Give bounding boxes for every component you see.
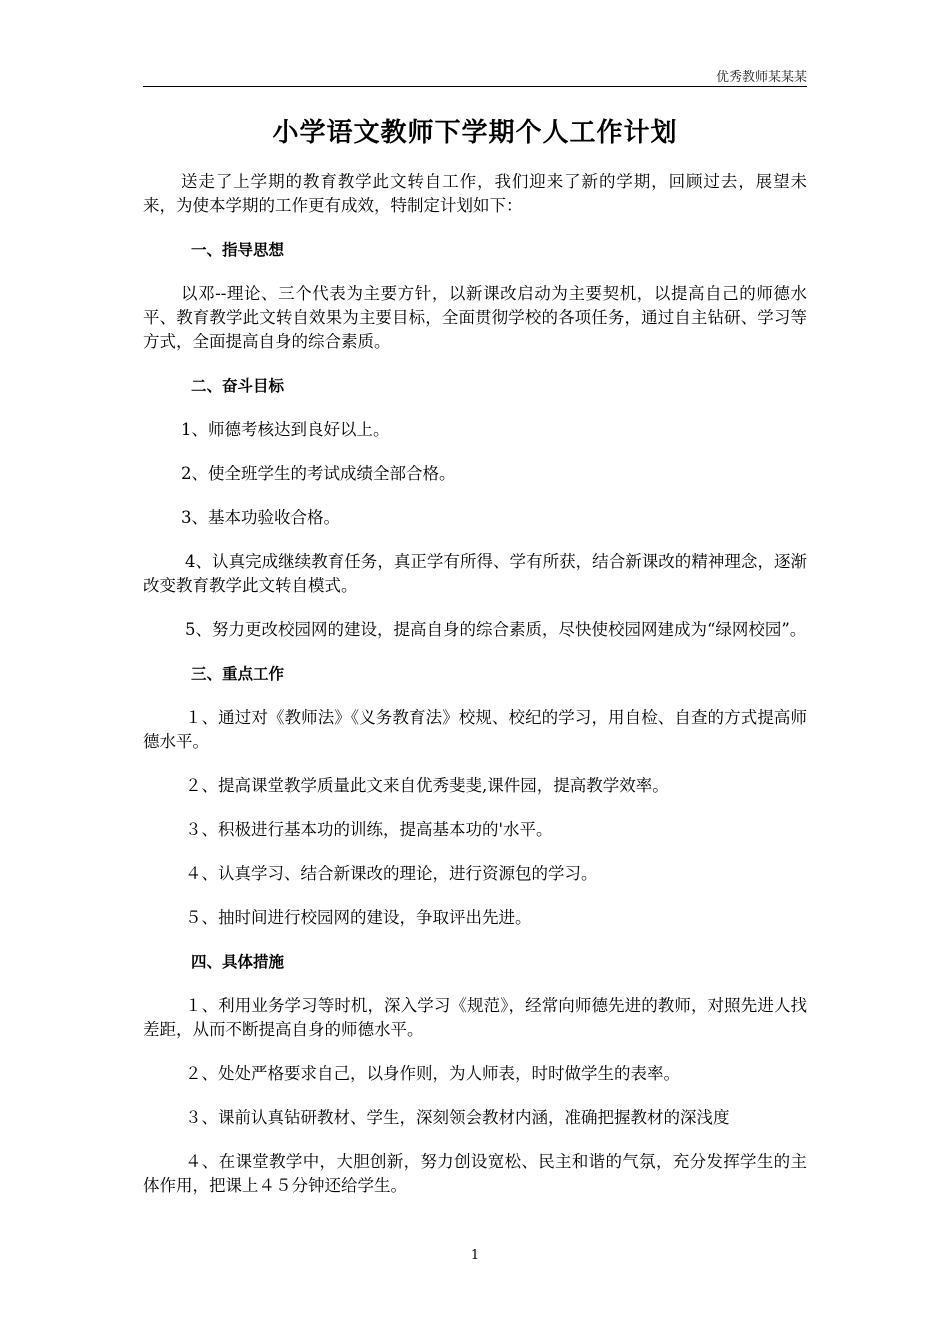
document-body [143,170,807,1198]
section-heading-key-work: 三、重点工作 [191,665,285,683]
goal-item: 1、师德考核达到良好以上。 [181,420,390,439]
key-work-item: ３、积极进行基本功的训练，提高基本功的'水平。 [185,820,553,839]
section-heading-measures: 四、具体措施 [191,953,285,971]
measure-item: ３、课前认真钻研教材、学生，深刻领会教材内涵，准确把握教材的深浅度 [185,1108,730,1127]
measure-item: ４、在课堂教学中，大胆创新，努力创设宽松、民主和谐的气氛，充分发挥学生的主体作用，把课上４５分钟还给学生。 [143,1152,807,1195]
goal-item: 3、基本功验收合格。 [181,508,340,527]
key-work-item: １、通过对《教师法》《义务教育法》校规、校纪的学习，用自检、自查的方式提高师德水平。 [143,708,807,751]
intro-paragraph: 送走了上学期的教育教学此文转自工作，我们迎来了新的学期，回顾过去，展望未来，为使本学期的工作更有成效，特制定计划如下： [143,172,807,215]
header-divider [143,86,807,87]
section-paragraph: 以邓--理论、三个代表为主要方针，以新课改启动为主要契机，以提高自己的师德水平、教育教学此文转自效果为主要目标，全面贯彻学校的各项任务，通过自主钻研、学习等方式，全面提高自身的综合素质。 [143,284,807,351]
goal-item: 5、努力更改校园网的建设，提高自身的综合素质，尽快使校园网建成为“绿网校园”。 [185,620,807,639]
section-heading-guiding-ideology: 一、指导思想 [191,241,285,259]
page-header-author: 优秀教师某某某 [715,70,807,85]
goal-item: 4、认真完成继续教育任务，真正学有所得、学有所获，结合新课改的精神理念，逐渐改变教育教学此文转自模式。 [143,552,807,595]
document-title: 小学语文教师下学期个人工作计划 [272,118,678,148]
measure-item: ２、处处严格要求自己，以身作则，为人师表，时时做学生的表率。 [185,1064,680,1083]
key-work-item: ５、抽时间进行校园网的建设，争取评出先进。 [185,908,532,927]
goal-item: 2、使全班学生的考试成绩全部合格。 [181,464,456,483]
measure-item: １、利用业务学习等时机，深入学习《规范》，经常向师德先进的教师，对照先进人找差距，从而不断提高自身的师德水平。 [143,996,807,1039]
page-number: 1 [470,1248,480,1263]
key-work-item: ２、提高课堂教学质量此文来自优秀斐斐,课件园，提高教学效率。 [185,776,669,795]
section-heading-goals: 二、奋斗目标 [191,377,285,395]
key-work-item: ４、认真学习、结合新课改的理论，进行资源包的学习。 [185,864,598,883]
